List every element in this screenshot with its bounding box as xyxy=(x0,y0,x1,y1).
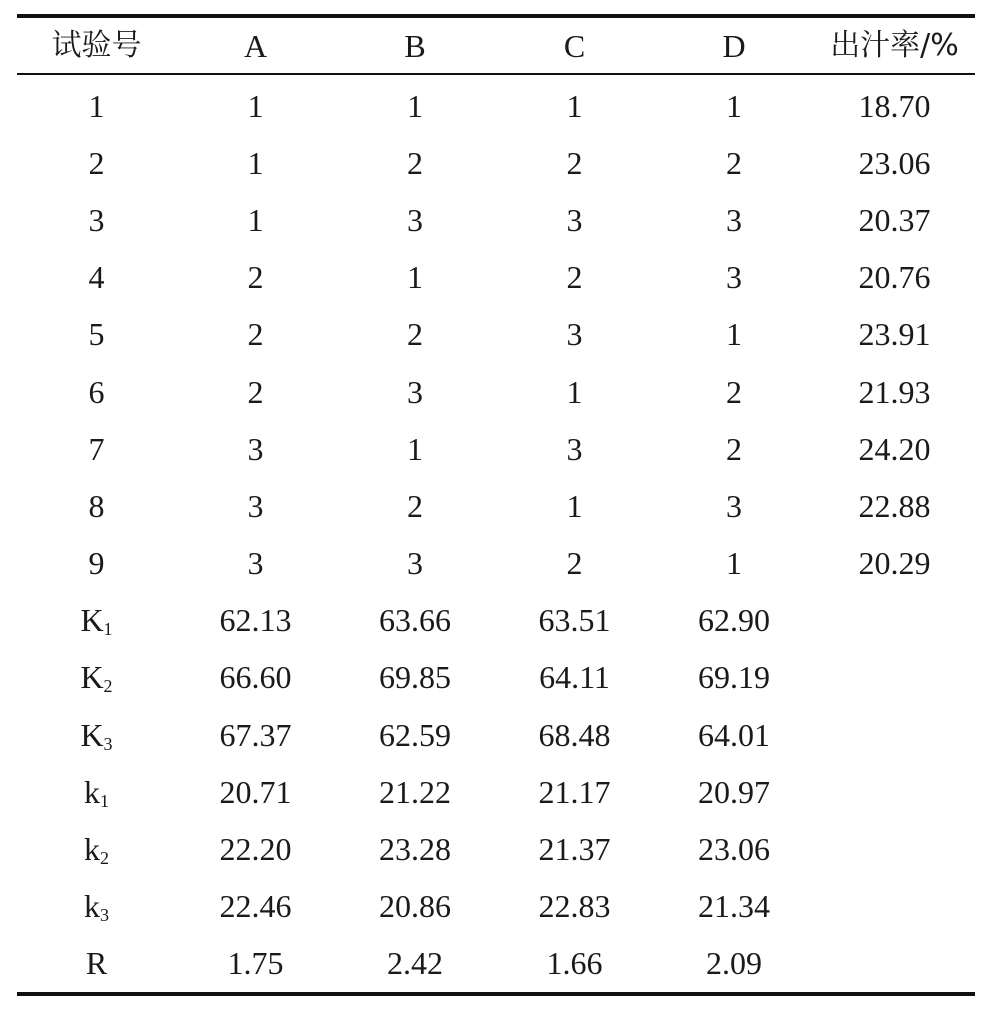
table-cell: 2 xyxy=(566,259,583,296)
row-label-subscript: 2 xyxy=(103,676,113,697)
table-row xyxy=(17,592,975,649)
table-cell xyxy=(814,763,975,820)
table-row xyxy=(17,935,975,992)
orthogonal-test-table xyxy=(17,14,975,996)
table-cell: 63.51 xyxy=(538,602,611,639)
table-cell: 24.20 xyxy=(858,430,931,467)
table-row xyxy=(17,191,975,248)
table-row xyxy=(17,820,975,877)
table-cell xyxy=(814,935,975,992)
table-cell: 18.70 xyxy=(858,87,931,124)
table-cell: 1 xyxy=(247,87,264,124)
table-cell: 2 xyxy=(726,430,742,467)
table-row xyxy=(17,477,975,534)
table-cell: 2 xyxy=(726,144,742,181)
table-cell: 23.28 xyxy=(379,831,451,868)
table-cell: 64.11 xyxy=(539,659,610,696)
table-cell: 22.46 xyxy=(219,888,292,925)
table-cell: 1 xyxy=(726,316,742,353)
table-cell: 1 xyxy=(566,373,583,410)
row-label-text: 9 xyxy=(88,545,105,582)
row-label xyxy=(17,134,176,191)
table-cell: 3 xyxy=(726,201,742,238)
table-cell: 21.17 xyxy=(538,773,611,810)
table-cell: 3 xyxy=(407,201,423,238)
table-cell: 20.86 xyxy=(379,888,451,925)
row-label-subscript: 1 xyxy=(103,619,113,640)
table-row xyxy=(17,535,975,592)
table-cell: 2 xyxy=(247,373,264,410)
row-label-text: K xyxy=(80,716,104,753)
table-cell: 1 xyxy=(566,487,583,524)
row-label-text: 8 xyxy=(88,487,105,524)
table-cell: 21.93 xyxy=(858,373,931,410)
row-label xyxy=(17,592,176,649)
table-cell: 3 xyxy=(726,487,742,524)
table-cell xyxy=(814,878,975,935)
table-cell: 20.29 xyxy=(858,545,931,582)
table-cell: 2 xyxy=(407,144,423,181)
table-cell: 22.83 xyxy=(538,888,611,925)
row-label-subscript: 3 xyxy=(100,905,109,926)
table-body xyxy=(17,75,975,992)
table-cell: 3 xyxy=(566,201,583,238)
header-trial-number: 试验号 xyxy=(51,27,142,63)
table-row xyxy=(17,649,975,706)
header-factor-c: C xyxy=(563,27,586,64)
table-cell: 20.71 xyxy=(219,773,292,810)
table-cell xyxy=(814,706,975,763)
table-cell: 3 xyxy=(407,373,423,410)
table-cell: 23.91 xyxy=(858,316,931,353)
row-label-text: K xyxy=(80,602,104,639)
table-cell: 20.76 xyxy=(858,259,931,296)
row-label-subscript: 1 xyxy=(100,790,109,811)
table-cell: 22.88 xyxy=(858,487,931,524)
table-cell: 1 xyxy=(407,430,423,467)
table-header xyxy=(17,18,975,73)
table-cell: 64.01 xyxy=(698,716,770,753)
row-label xyxy=(17,763,176,820)
table-cell: 3 xyxy=(247,487,264,524)
table-cell: 3 xyxy=(566,316,583,353)
row-label-text: R xyxy=(85,945,108,982)
table-cell: 2 xyxy=(566,144,583,181)
table-cell: 62.90 xyxy=(698,602,770,639)
table-cell: 21.22 xyxy=(379,773,451,810)
row-label-text: k xyxy=(84,888,100,925)
row-label-text: 4 xyxy=(88,259,105,296)
row-label-subscript: 3 xyxy=(103,733,113,754)
table-cell: 1 xyxy=(247,201,264,238)
table-cell xyxy=(814,820,975,877)
row-label xyxy=(17,420,176,477)
table-row xyxy=(17,134,975,191)
row-label xyxy=(17,477,176,534)
table-cell: 2 xyxy=(247,259,264,296)
table-cell: 2.42 xyxy=(387,945,443,982)
table-cell: 3 xyxy=(407,545,423,582)
table-cell: 1 xyxy=(407,87,423,124)
table-cell: 2 xyxy=(247,316,264,353)
table-cell: 2 xyxy=(407,487,423,524)
table-cell: 20.37 xyxy=(858,201,931,238)
table-row xyxy=(17,420,975,477)
table-cell xyxy=(814,592,975,649)
table-cell: 21.37 xyxy=(538,831,611,868)
row-label xyxy=(17,820,176,877)
table-cell: 1 xyxy=(566,87,583,124)
row-label xyxy=(17,191,176,248)
table-cell: 2 xyxy=(726,373,742,410)
table-cell: 23.06 xyxy=(698,831,770,868)
table-cell: 2 xyxy=(407,316,423,353)
row-label xyxy=(17,535,176,592)
row-label xyxy=(17,706,176,763)
table-cell: 22.20 xyxy=(219,831,292,868)
table-cell: 69.19 xyxy=(698,659,770,696)
row-label-text: 6 xyxy=(88,373,105,410)
table-cell: 62.59 xyxy=(379,716,451,753)
row-label-text: k xyxy=(84,773,100,810)
table-cell: 1.75 xyxy=(227,945,284,982)
row-label-text: K xyxy=(80,659,104,696)
table-cell: 1 xyxy=(407,259,423,296)
row-label-text: 2 xyxy=(88,144,105,181)
table-row xyxy=(17,363,975,420)
table-row xyxy=(17,763,975,820)
table-row xyxy=(17,878,975,935)
results-table-body xyxy=(17,75,975,992)
table-cell: 3 xyxy=(247,545,264,582)
row-label-text: 3 xyxy=(88,201,105,238)
row-label xyxy=(17,878,176,935)
table-cell: 3 xyxy=(247,430,264,467)
table-cell: 2.09 xyxy=(706,945,762,982)
table-cell: 69.85 xyxy=(379,659,451,696)
row-label-text: 7 xyxy=(88,430,105,467)
header-factor-a: A xyxy=(243,27,268,64)
table-cell: 3 xyxy=(566,430,583,467)
table-cell xyxy=(814,649,975,706)
table-cell: 2 xyxy=(566,545,583,582)
table-cell: 1 xyxy=(726,87,742,124)
results-table xyxy=(17,18,975,73)
header-factor-d: D xyxy=(722,27,746,64)
header-juice-yield: 出汁率/% xyxy=(830,27,959,63)
table-cell: 68.48 xyxy=(538,716,611,753)
table-cell: 1 xyxy=(726,545,742,582)
row-label-text: 1 xyxy=(88,87,105,124)
table-row xyxy=(17,706,975,763)
row-label xyxy=(17,363,176,420)
table-cell: 3 xyxy=(726,259,742,296)
table-cell: 1 xyxy=(247,144,264,181)
bottom-rule xyxy=(17,992,975,996)
row-label-text: k xyxy=(84,831,100,868)
table-row xyxy=(17,75,975,134)
row-label xyxy=(17,935,176,992)
table-cell: 1.66 xyxy=(546,945,603,982)
header-factor-b: B xyxy=(404,27,426,64)
header-row xyxy=(17,18,975,73)
table-row xyxy=(17,249,975,306)
table-cell: 21.34 xyxy=(698,888,770,925)
row-label xyxy=(17,249,176,306)
table-cell: 20.97 xyxy=(698,773,770,810)
table-cell: 66.60 xyxy=(219,659,292,696)
row-label xyxy=(17,649,176,706)
row-label-text: 5 xyxy=(88,316,105,353)
row-label xyxy=(17,75,176,134)
table-cell: 63.66 xyxy=(379,602,451,639)
table-cell: 23.06 xyxy=(858,144,931,181)
table-row xyxy=(17,306,975,363)
table-cell: 67.37 xyxy=(219,716,292,753)
table-cell: 62.13 xyxy=(219,602,292,639)
row-label-subscript: 2 xyxy=(100,848,109,869)
row-label xyxy=(17,306,176,363)
